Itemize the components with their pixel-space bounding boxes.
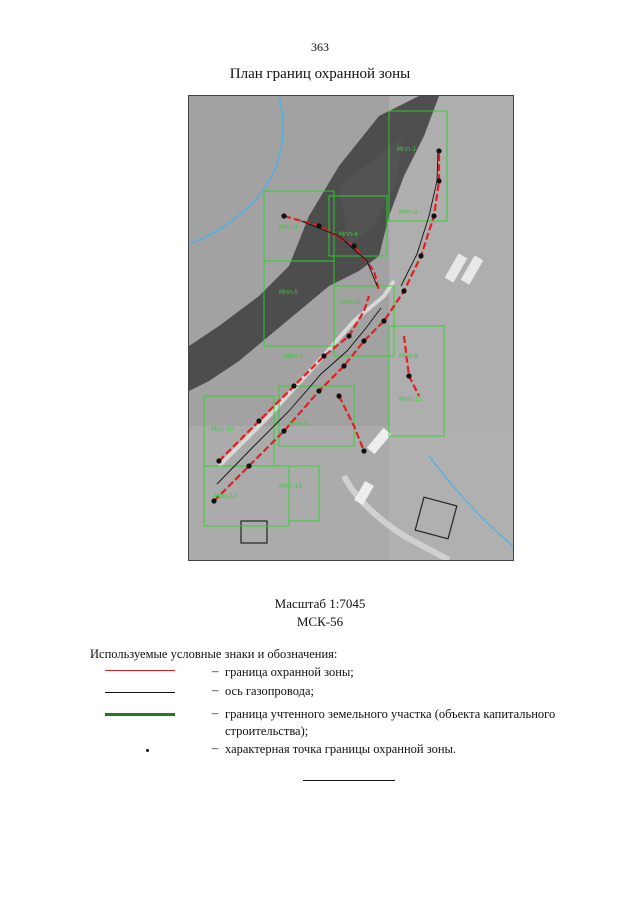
legend-text: граница учтенного земельного участка (объекта капитального строительства); — [225, 707, 556, 738]
legend-dash: – — [212, 683, 219, 697]
plan-title: План границ охранной зоны — [229, 66, 411, 82]
legend-text: граница охранной зоны; — [225, 665, 354, 679]
page-number: 363 — [311, 40, 329, 54]
legend-item-point — [100, 741, 580, 781]
legend-text: ось газопровода; — [225, 684, 315, 698]
plot-label: Мпп-6 — [341, 299, 361, 306]
plot-label: Мпп-3 — [279, 224, 299, 231]
crs-label: МСК-56 — [296, 614, 344, 629]
legend-item-land-plot — [100, 706, 580, 746]
legend-dash: – — [212, 706, 219, 720]
plot-label: Мпп-12 — [214, 493, 237, 500]
legend-dash: – — [212, 664, 219, 678]
plot-label: Мпп-7 — [284, 353, 304, 360]
legend-title: Используемые условные знаки и обозначения: — [90, 647, 338, 661]
map-svg — [189, 96, 513, 560]
plot-label: Мпп-1 — [397, 146, 417, 153]
map-image — [188, 95, 514, 561]
scale-label: Масштаб 1:7045 — [274, 596, 366, 611]
scale-block — [0, 595, 640, 631]
plot-label: Мпп-9 — [289, 421, 309, 428]
red-line-symbol — [105, 670, 175, 671]
plot-label: Мпп-2 — [399, 209, 419, 216]
plot-label: Мпп-10 — [211, 426, 234, 433]
green-line-symbol — [105, 713, 175, 716]
footer-rule — [303, 780, 395, 781]
legend-dash: – — [212, 741, 219, 755]
plot-label: Мпп-13 — [279, 483, 302, 490]
plot-label: Мпп-11 — [399, 396, 422, 403]
dot-symbol — [146, 749, 149, 752]
legend-text: характерная точка границы охранной зоны. — [225, 742, 457, 756]
plot-label: Мпп-4 — [339, 231, 359, 238]
black-line-symbol — [105, 692, 175, 693]
plot-label: Мпп-8 — [399, 353, 419, 360]
plot-label: Мпп-5 — [279, 289, 299, 296]
